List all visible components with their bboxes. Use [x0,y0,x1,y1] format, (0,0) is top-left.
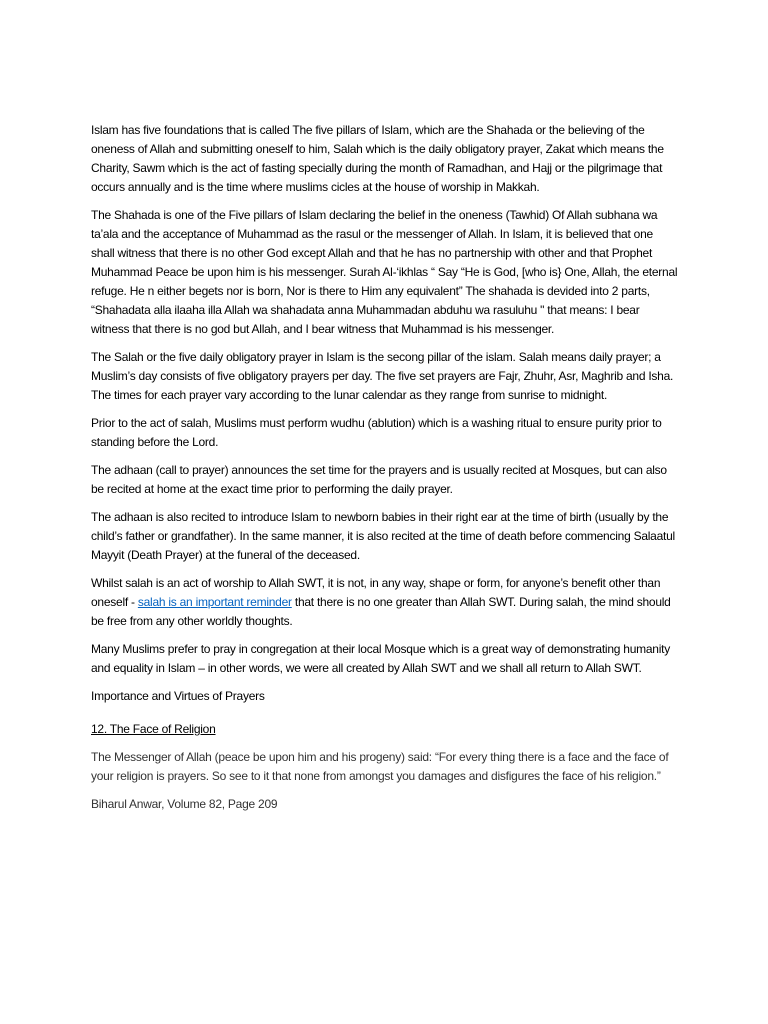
paragraph-adhaan-birth: The adhaan is also recited to introduce Islam to newborn babies in their right ear at the time of birth (usually by the child’s father or grandfather). In the same manner, it is also recited at the time of death before commencing Salaatul Mayyit (Death Prayer) at the funeral of the deceased. [91,510,675,562]
section-heading: 12. The Face of Religion [91,722,216,736]
paragraph-salah: The Salah or the five daily obligatory prayer in Islam is the secong pillar of the islam. Salah means daily prayer; a Muslim’s day consists of five obligatory prayers per day. The five set prayers are Fajr, Zhuhr, Asr, Maghrib and Isha. The times for each prayer vary according to the lunar calendar as they range from sunrise to midnight. [91,350,674,402]
citation: Biharul Anwar, Volume 82, Page 209 [91,797,278,811]
whilst-text-after: that there is no one greater than Allah SWT. During salah, the mind should be free from any other worldly thoughts. [91,595,671,628]
importance-heading: Importance and Virtues of Prayers [91,689,265,703]
salah-reminder-link[interactable]: salah is an important reminder [137,595,292,609]
paragraph-whilst-salah [91,574,679,631]
paragraph-wudhu: Prior to the act of salah, Muslims must perform wudhu (ablution) which is a washing ritual to ensure purity prior to standing before the Lord. [91,416,662,449]
whilst-text-before: Whilst salah is an act of worship to Allah SWT, it is not, in any way, shape or form, for anyone’s benefit other than oneself - [91,576,661,609]
hadith-paragraph: The Messenger of Allah (peace be upon him and his progeny) said: “For every thing there is a face and the face of your religion is prayers. So see to it that none from amongst you damages and disfigures the face of his religion.” [91,750,669,783]
paragraph-shahada: The Shahada is one of the Five pillars of Islam declaring the belief in the oneness (Tawhid) Of Allah subhana wa ta’ala and the acceptance of Muhammad as the rasul or the messenger of Allah. In Islam, it is believed that one shall witness that there is no other God except Allah and that he has no partnership with other and that Prophet Muhammad Peace be upon him is his messenger. Surah Al-‘ikhlas “ Say “He is God, [who is} One, Allah, the eternal refuge. He n either begets nor is born, Nor is there to Him any equivalent” The shahada is devided into 2 parts, “Shahadata alla ilaaha illa Allah wa shahadata anna Muhammadan abduhu wa rasuluhu " that means: I bear witness that there is no god but Allah, and I bear witness that Muhammad is his messenger. [91,208,678,336]
paragraph-five-pillars: Islam has five foundations that is called The five pillars of Islam, which are the Shahada or the believing of the oneness of Allah and submitting oneself to him, Salah which is the daily obligatory prayer, Zakat which means the Charity, Sawm which is the act of fasting specially during the month of Ramadhan, and Hajj or the pilgrimage that occurs annually and is the time where muslims cicles at the house of worship in Makkah. [91,123,664,194]
paragraph-adhaan-call: The adhaan (call to prayer) announces the set time for the prayers and is usually recited at Mosques, but can also be recited at home at the exact time prior to performing the daily prayer. [91,463,667,496]
paragraph-congregation: Many Muslims prefer to pray in congregation at their local Mosque which is a great way of demonstrating humanity and equality in Islam – in other words, we were all created by Allah SWT and we shall all return to Allah SWT. [91,642,670,675]
document-page [91,121,679,823]
